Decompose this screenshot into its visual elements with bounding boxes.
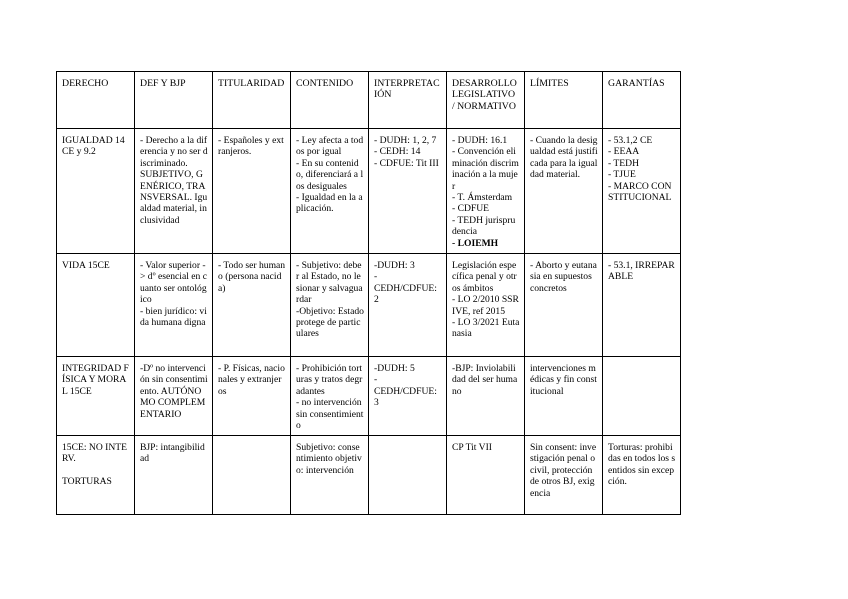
header-contenido: CONTENIDO (291, 72, 369, 129)
cell-interpretacion: -DUDH: 3 - CEDH/CDFUE: 2 (369, 254, 447, 357)
cell-interpretacion: -DUDH: 5 - CEDH/CDFUE: 3 (369, 357, 447, 436)
cell-titularidad: - Todo ser humano (persona nacida) (213, 254, 291, 357)
cell-interpretacion (369, 436, 447, 515)
table-row (57, 254, 681, 357)
header-titularidad: TITULARIDAD (213, 72, 291, 129)
cell-garantias: Torturas: prohibidas en todos los sentidos sin excepción. (603, 436, 681, 515)
cell-limites: - Aborto y eutanasia en supuestos concretos (525, 254, 603, 357)
rights-table (56, 71, 681, 515)
cell-desarrollo: Legislación específica penal y otros ámbitos - LO 2/2010 SSRIVE, ref 2015 - LO 3/2021 Eutanasia (447, 254, 525, 357)
cell-garantias (603, 357, 681, 436)
cell-titularidad (213, 436, 291, 515)
cell-contenido: - Ley afecta a todos por igual - En su contenido, diferenciará a los desiguales - Igualdad en la aplicación. (291, 129, 369, 254)
cell-garantias: - 53.1,2 CE - EEAA - TEDH - TJUE - MARCO CONSTITUCIONAL (603, 129, 681, 254)
header-garantias: GARANTÍAS (603, 72, 681, 129)
cell-titularidad: - Españoles y extranjeros. (213, 129, 291, 254)
cell-derecho: VIDA 15CE (57, 254, 135, 357)
cell-derecho: IGUALDAD 14CE y 9.2 (57, 129, 135, 254)
desarrollo-bold-text: - LOIEMH (452, 237, 499, 249)
cell-desarrollo: -BJP: Inviolabilidad del ser humano (447, 357, 525, 436)
cell-def: -Dº no intervención sin consentimiento. AUTÓNOMO COMPLEMENTARIO (135, 357, 213, 436)
cell-derecho: INTEGRIDAD FÍSICA Y MORAL 15CE (57, 357, 135, 436)
cell-desarrollo: CP Tit VII (447, 436, 525, 515)
cell-desarrollo (447, 129, 525, 254)
cell-contenido: - Subjetivo: deber al Estado, no lesionar y salvaguardar -Objetivo: Estado protege de particulares (291, 254, 369, 357)
cell-limites: Sin consent: investigación penal o civil, protección de otros BJ, exigencia (525, 436, 603, 515)
cell-derecho: 15CE: NO INTERV. TORTURAS (57, 436, 135, 515)
table-row (57, 436, 681, 515)
cell-garantias: - 53.1, IRREPARABLE (603, 254, 681, 357)
cell-contenido: Subjetivo: consentimiento objetivo: intervención (291, 436, 369, 515)
cell-def: BJP: intangibilidad (135, 436, 213, 515)
table-row (57, 129, 681, 254)
header-def-bjp: DEF Y BJP (135, 72, 213, 129)
cell-def: - Valor superior -> dº esencial en cuanto ser ontológico - bien jurídico: vida humana digna (135, 254, 213, 357)
cell-contenido: - Prohibición torturas y tratos degradantes - no intervención sin consentimiento (291, 357, 369, 436)
header-desarrollo: DESARROLLO LEGISLATIVO / NORMATIVO (447, 72, 525, 129)
header-derecho: DERECHO (57, 72, 135, 129)
cell-limites: intervenciones médicas y fin constitucional (525, 357, 603, 436)
desarrollo-text: - DUDH: 16.1 - Convención eliminación discriminación a la mujer - T. Ámsterdam - CDFUE - TEDH jurisprudencia (452, 135, 519, 238)
header-interpretacion: INTERPRETACIÓN (369, 72, 447, 129)
table-row (57, 357, 681, 436)
header-limites: LÍMITES (525, 72, 603, 129)
cell-def: - Derecho a la diferencia y no ser discriminado. SUBJETIVO, GENÉRICO, TRANSVERSAL. Igualdad material, inclusividad (135, 129, 213, 254)
cell-titularidad: - P. Físicas, nacionales y extranjeros (213, 357, 291, 436)
cell-interpretacion: - DUDH: 1, 2, 7 - CEDH: 14 - CDFUE: Tit III (369, 129, 447, 254)
header-row (57, 72, 681, 129)
cell-limites: - Cuando la desigualdad está justificada para la igualdad material. (525, 129, 603, 254)
